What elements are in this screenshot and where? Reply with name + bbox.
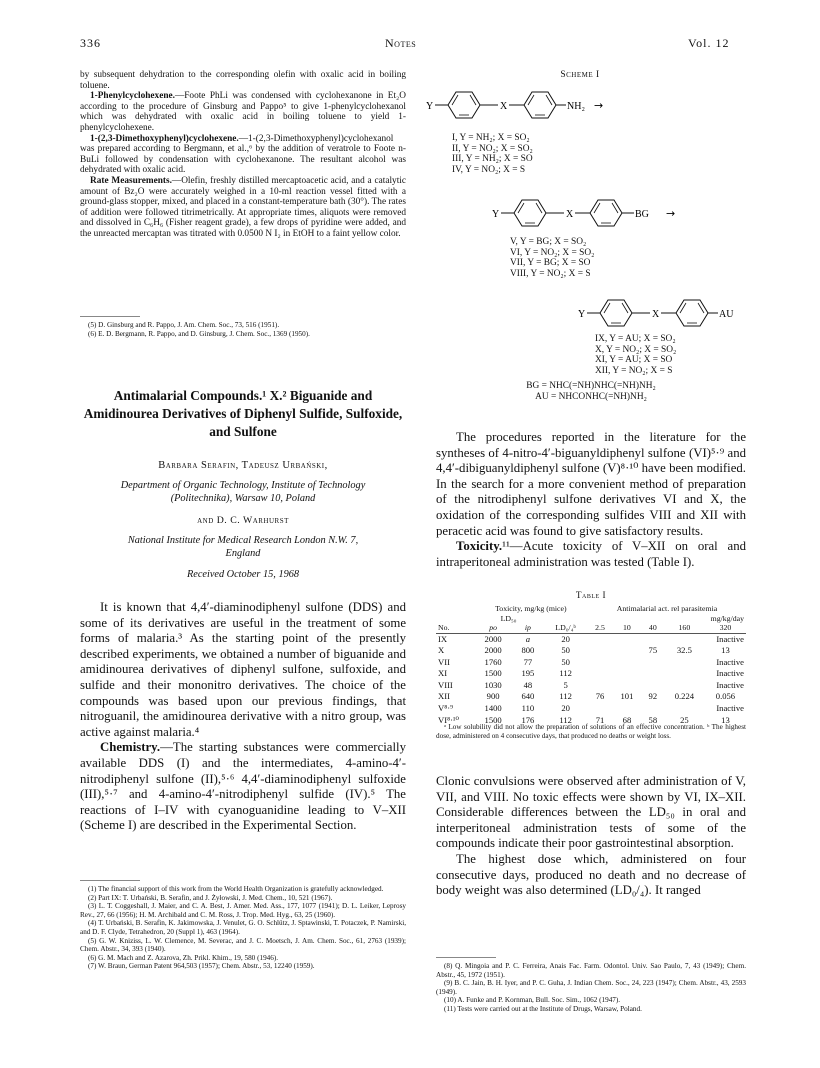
run-in-head: 1-(2,3-Dimethoxyphenyl)cyclohexene. [90, 133, 239, 144]
run-in-head: Rate Measurements. [90, 175, 172, 186]
run-in-head: Toxicity. [456, 539, 503, 554]
received-date: Received October 15, 1968 [186, 569, 300, 580]
benzene-ring [448, 92, 480, 118]
volume-label: Vol. 12 [688, 36, 730, 50]
column-header: No. [438, 623, 450, 632]
table-cell: XI [438, 668, 448, 679]
table-cell: 92 [648, 691, 658, 702]
table-cell: Inactive [716, 679, 744, 690]
footnote-rule [80, 316, 140, 317]
footnote: (1) The financial support of this work from the World Health Organization is gratefully acknowledged. [88, 885, 384, 893]
column-header: LD₀/₄ᵇ [555, 623, 576, 632]
footnotes-top [80, 321, 406, 338]
paragraph [80, 134, 406, 176]
table-cell: 1400 [484, 703, 502, 714]
paragraph [80, 176, 406, 240]
compound-label: VIII, Y = NO₂; X = S [510, 268, 591, 279]
paragraph [80, 91, 406, 133]
substituent-y: Y [492, 209, 500, 220]
footnote: (6) E. D. Bergmann, R. Pappo, and D. Ginsburg, J. Chem. Soc., 1369 (1950). [88, 329, 310, 338]
linker-x: X [500, 101, 508, 112]
reaction-arrow: → [666, 207, 676, 220]
paragraph: The highest dose which, administered on four consecutive days, produced no death and no decrease of body weight was also determined (LD₀/₄). It ranged [436, 851, 746, 898]
footnote: (8) Q. Mingoia and P. C. Ferreira, Anais Fac. Farm. Odontol. Univ. Sao Paulo, 7, 43 (1949); Chem. Abstr., 45, 1972 (1951). [436, 962, 746, 979]
paragraph-body: —The starting substances were commercially available DDS (I) and the intermediates, 4-amino-4′-nitrodiphenyl sulfone (II),⁵·⁶ 4,4′-diaminodiphenyl sulfoxide (III),⁵·⁷ and 4-amino-4′-nitrodiphenyl sulfide (IV).⁵ The reactions of I–IV with cyanoguanidine leading to V–XII (Scheme I) are described in the Experimental Section. [80, 740, 406, 833]
footnote: (5) D. Ginsburg and R. Pappo, J. Am. Chem. Soc., 73, 516 (1951). [88, 321, 280, 329]
footnote: (7) W. Braun, German Patent 964,503 (1957); Chem. Abstr., 53, 12240 (1959). [88, 962, 315, 971]
left-continuation [80, 70, 406, 240]
substituent-y: Y [426, 101, 434, 112]
table-cell: 76 [595, 691, 605, 702]
table-cell: 195 [521, 668, 535, 679]
table-cell: 13 [721, 645, 730, 656]
substituent-y: Y [578, 309, 586, 320]
table-cell: 2000 [484, 633, 502, 644]
table-cell: 0.224 [674, 691, 695, 702]
table-row [436, 703, 746, 715]
table-cell: V⁸·⁹ [438, 703, 454, 714]
left-body [80, 600, 406, 834]
running-head: Notes [385, 36, 417, 50]
compound-label: V, Y = BG; X = SO₂ [510, 237, 587, 247]
compound-label: VI, Y = NO₂; X = SO₂ [510, 247, 595, 258]
paragraph: Clonic convulsions were observed after administration of V, VII, and VIII. No toxic effects were shown by VI, IX–XII. Considerable differences between the LD₅₀ in oral and interperitoneal administration tests of some of the compounds indicate their poor gastrointestinal absorption. [436, 774, 746, 851]
table-cell: 20 [561, 633, 570, 644]
compound-list-1 [452, 133, 533, 175]
compound-list-3 [595, 334, 676, 376]
table-cell: IX [438, 633, 448, 644]
table-group-header: Antimalarial act. rel parasitemia [616, 604, 718, 613]
footnotes-right [436, 962, 746, 1014]
table-group-header: Toxicity, mg/kg (mice) [495, 604, 567, 613]
footnote: (6) G. M. Mach and Z. Azarova, Zh. Prikl. Khim., 19, 580 (1946). [88, 953, 279, 962]
scheme-caption: Scheme I [560, 70, 600, 80]
table-cell: VI⁸·¹⁰ [438, 714, 459, 725]
table-cell: 900 [486, 691, 500, 702]
column-header: 2.5 [595, 623, 605, 632]
table-cell: 32.5 [676, 645, 692, 656]
table-row [436, 633, 746, 645]
compound-label: II, Y = NO₂; X = SO₂ [452, 143, 533, 154]
run-in-head: 1-Phenylcyclohexene. [90, 91, 175, 102]
footnotes-left [80, 885, 406, 971]
article-title: Antimalarial Compounds.¹ X.² Biguanide and Amidinourea Derivatives of Diphenyl Sulfide, Sulfoxide, and Sulfone [83, 388, 403, 439]
table-cell [612, 645, 642, 657]
table-cell: 0.056 [715, 691, 736, 702]
table-cell: Inactive [716, 633, 744, 644]
table-cell: 176 [521, 714, 535, 725]
table-cell: 25 [680, 714, 689, 725]
paragraph-body: —1-(2,3-Dimethoxyphenyl)cyclohexanol was prepared according to Bergmann, et al.,⁶ by the addition of veratrole to Foote n-BuLi followed by condensation with cyclohexanone. The resultant alcohol was dehydrated with oxalic acid. [80, 133, 406, 176]
paragraph [436, 539, 746, 570]
table-cell: XII [438, 691, 450, 702]
table-cell: 1030 [484, 679, 502, 690]
benzene-ring [676, 300, 708, 326]
benzene-ring [590, 200, 622, 226]
table-cell: 1500 [484, 668, 502, 679]
table-row [436, 668, 746, 680]
benzene-ring [600, 300, 632, 326]
scheme-structures [420, 80, 740, 380]
scheme-row-2 [492, 200, 675, 226]
table-cell: X [438, 645, 445, 656]
table-cell: 13 [721, 714, 730, 725]
paragraph-body: —Olefin, freshly distilled mercaptoacetic acid, and a catalytic amount of Bz₂O were accurately weighed in a 10-ml reaction vessel fitted with a ground-glass stopper, mixed, and placed in a constant-temperature bath (30°). The rates of addition were followed titrimetrically. At appropriate times, aliquots were removed and dissolved in C₆H₆ (Fisher reagent grade), a few drops of pyridine were added, and the unreacted mercaptan was titrated with 0.0500 N I₂ in EtOH to a faint yellow color. [80, 175, 406, 239]
footnote: (2) Part IX: T. Urbański, B. Serafin, and J. Żyłowski, J. Med. Chem., 10, 521 (1967). [88, 893, 333, 902]
compound-label: XII, Y = NO₂; X = S [595, 365, 673, 376]
authors: Barbara Serafin, Tadeusz Urbański, [158, 460, 328, 471]
right-body-top [436, 430, 746, 570]
table-cell: 20 [561, 703, 570, 714]
table-footnote [436, 723, 746, 740]
table-cell: VIII [438, 679, 453, 690]
definition-au: AU = NHCONHC(=NH)NH₂ [535, 391, 647, 402]
table-caption: Table I [575, 590, 607, 600]
definition-bg: BG = NHC(=NH)NHC(=NH)NH₂ [526, 381, 656, 391]
table-cell: a [525, 633, 531, 644]
table-subheader: LD₅₀ [500, 613, 517, 623]
compound-label: VII, Y = BG; X = SO [510, 258, 591, 268]
paragraph-body: —Foote PhLi was condensed with cyclohexanone in Et₂O according to the procedure of Ginsburg and Pappo⁵ to give 1-phenylcyclohexanol which was dehydrated with oxalic acid in boiling toluene to yield 1-phenylcyclohexene. [80, 91, 406, 133]
run-in-head: Chemistry. [100, 740, 161, 755]
table-cell: 75 [648, 645, 658, 656]
table-row [436, 657, 746, 669]
affiliation: Department of Organic Technology, Institute of Technology (Politechnika), Warsaw 10, Poland [120, 480, 366, 504]
table-cell: 77 [523, 656, 533, 667]
footnote: (11) Tests were carried out at the Institute of Drugs, Warsaw, Poland. [444, 1004, 642, 1013]
table-cell [588, 645, 612, 657]
footnote-rule [80, 880, 140, 881]
table-cell: 112 [559, 714, 572, 725]
substituent-bg: BG [635, 209, 649, 220]
compound-label: XI, Y = AU; X = SO [595, 355, 673, 365]
paragraph-body: ¹¹—Acute toxicity of V–XII on oral and intraperitoneal administration was tested (Table I). [436, 539, 746, 569]
substituent-nh2: NH₂ [567, 101, 585, 112]
table-cell: 112 [559, 668, 572, 679]
table-cell: 68 [622, 714, 632, 725]
toxicity-table [436, 604, 746, 726]
linker-x: X [652, 309, 660, 320]
table-cell: 2000 [484, 645, 502, 656]
footnote-rule [436, 957, 496, 958]
column-header: po [489, 623, 497, 632]
column-header: 40 [648, 623, 657, 632]
column-header: ip [524, 623, 531, 632]
scheme-definitions [436, 381, 746, 402]
table-cell: 1760 [484, 656, 502, 667]
compound-label: III, Y = NH₂; X = SO [452, 154, 533, 164]
table-cell: 110 [521, 703, 535, 714]
column-header: 10 [623, 623, 631, 632]
table-cell: 71 [595, 714, 605, 725]
table-row [436, 645, 746, 657]
table-cell: 1500 [484, 714, 502, 725]
footnote: (3) L. T. Coggeshall, J. Maier, and C. A. Best, J. Amer. Med. Ass., 177, 1077 (1941); D. L. Leiker, Leprosy Rev., 27, 66 (1956); H. M. Archibald and C. M. Ross, J. Trop. Med. Hyg., 63, 25 (1960). [80, 902, 406, 919]
footnote: (5) G. W. Kniziss, L. W. Clemence, M. Severac, and J. C. Moetsch, J. Am. Chem. Soc., 61, 2763 (1939); Chem. Abstr., 34, 393 (1940). [80, 936, 406, 954]
footnote: (10) A. Funke and P. Kornman, Bull. Soc. Sim., 1062 (1947). [444, 996, 621, 1005]
compound-label: IX, Y = AU; X = SO₂ [595, 334, 676, 344]
compound-list-2 [510, 237, 594, 279]
table-cell: 101 [620, 691, 634, 702]
footnote: (4) T. Urbański, B. Serafin, K. Jakimowska, J. Venulet, G. O. Schlütz, J. Sptawinski, T. Potaczek, P. Namirski, and D. F. Clyde, Tetrahedron, 20 (Suppl 1), 463 (1964). [80, 919, 406, 936]
scheme-row-3 [578, 300, 734, 326]
paragraph: It is known that 4,4′-diaminodiphenyl sulfone (DDS) and some of its derivatives are useful in the treatment of some forms of malaria.³ As the starting point of the presently described experiments, we obtained a number of biguanide and amidinourea derivatives of diphenyl sulfone, sulfoxide, and sulfide and their mononitro derivatives. The choice of the compounds was based upon our previous findings, that nitroguanil, the amidinourea derivative with a nitro group, was active against malaria.⁴ [80, 600, 406, 739]
benzene-ring [514, 200, 546, 226]
compound-label: IV, Y = NO₂; X = S [452, 164, 526, 175]
benzene-ring [524, 92, 556, 118]
table-row [436, 691, 746, 703]
column-header: 160 [678, 623, 691, 632]
paragraph: The procedures reported in the literature for the syntheses of 4-nitro-4′-biguanyldiphenyl sulfone (VI)⁵·⁹ and 4,4′-dibiguanyldiphenyl sulfone (V)⁸·¹⁰ have been modified. In the search for a more convenient method of preparation of the nitrodiphenyl sulfone derivatives VI and X, the oxidation of the corresponding sulfides VIII and XII with peracetic acid was found to give satisfactory results. [436, 430, 746, 538]
table-cell: Inactive [716, 668, 744, 679]
scheme-row-1 [426, 92, 603, 118]
page-number: 336 [80, 36, 101, 50]
linker-x: X [566, 209, 574, 220]
table-cell: 50 [561, 645, 570, 656]
table-note: ᵃ Low solubility did not allow the preparation of solutions of an effective concentration. ᵇ The highest dose, administered on 4 consecutive days, that produced no deaths or weight loss. [436, 723, 746, 740]
paragraph: by subsequent dehydration to the corresponding olefin with oxalic acid in boiling toluene. [80, 70, 406, 91]
table-cell: 48 [523, 679, 533, 690]
column-header: 320 [719, 623, 732, 632]
table-cell: Inactive [716, 656, 744, 667]
table-cell: 800 [521, 645, 535, 656]
affiliation: National Institute for Medical Research London N.W. 7, England [127, 535, 359, 559]
table-cell: Inactive [716, 703, 744, 714]
paragraph [80, 740, 406, 834]
table-cell: 5 [563, 679, 568, 690]
table-cell: 58 [648, 714, 658, 725]
table-subheader: mg/kg/day [710, 613, 744, 623]
table-cell: 640 [521, 691, 535, 702]
table-row [436, 680, 746, 692]
compound-label: I, Y = NH₂; X = SO₂ [452, 133, 530, 143]
table-cell: VII [438, 656, 450, 667]
table-cell: 112 [559, 691, 572, 702]
footnote: (9) B. C. Jain, B. H. Iyer, and P. C. Guha, J. Indian Chem. Soc., 24, 223 (1947); Chem. Abstr., 43, 2593 (1949). [436, 979, 746, 996]
substituent-au: AU [719, 309, 734, 320]
table-cell: 50 [561, 656, 570, 667]
compound-label: X, Y = NO₂; X = SO₂ [595, 344, 677, 355]
author-line: and D. C. Warhurst [197, 515, 289, 526]
reaction-arrow: → [594, 99, 604, 112]
right-body-bottom [436, 774, 746, 899]
